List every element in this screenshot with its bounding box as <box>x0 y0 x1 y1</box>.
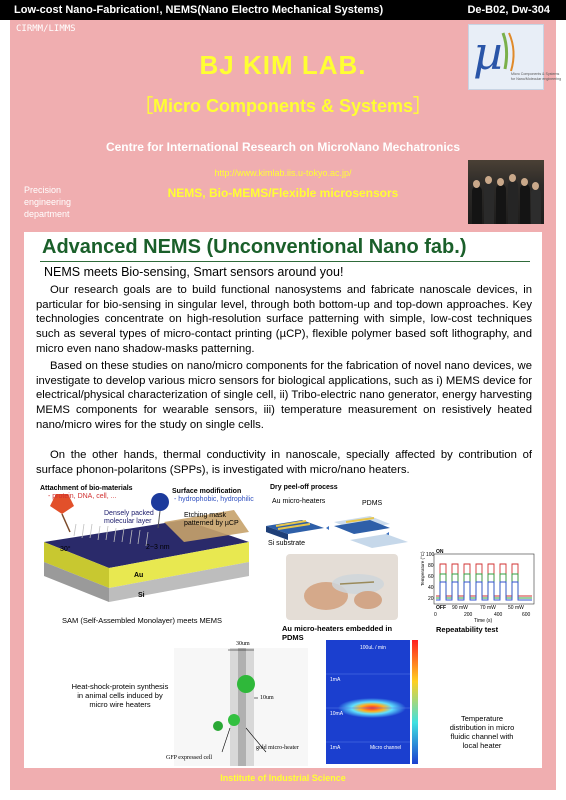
peel-substrate-label: Si substrate <box>268 540 305 547</box>
sam-attach-items: - protein, DNA, cell, ... <box>48 493 117 500</box>
institute-name: Institute of Industrial Science <box>220 773 346 783</box>
thermal-figure <box>320 636 540 768</box>
lab-url[interactable]: http://www.kimlab.iis.u-tokyo.ac.jp/ <box>214 168 352 178</box>
thermal-current-1: 1mA <box>330 677 341 683</box>
peel-title: Dry peel-off process <box>270 484 338 491</box>
department-label: Precision engineering department <box>24 185 72 219</box>
sam-packed-label: Densely packed molecular layer <box>104 510 154 525</box>
svg-text:µ: µ <box>473 26 503 80</box>
peel-pdms-label: PDMS <box>362 500 383 507</box>
repeat-xtick-400: 400 <box>494 612 503 618</box>
lab-subtitle: ［Micro Components & Systems］ <box>134 96 432 116</box>
pdms-photo <box>286 554 398 620</box>
repeat-ytick-40: 40 <box>428 585 434 591</box>
peel-heaters-label: Au micro-heaters <box>272 498 326 505</box>
right-border <box>542 232 556 768</box>
cell-scale-10: 10um <box>260 695 274 701</box>
thermal-colorbar <box>412 640 418 764</box>
cell-caption: Heat-shock-protein synthesis in animal cells induced by micro wire heaters <box>71 682 169 709</box>
section-heading: Advanced NEMS (Unconventional Nano fab.) <box>42 236 467 258</box>
paragraph-1: Our research goals are to build functional nanosystems and fabricate nanoscale devices, in particular for bio-sensing in singular level, through both bottom-up and top-down approaches. Key technologies concentrate on high-resolution surface patterning with simple, low-cost techniques such as several types of micro-contact printing (µCP), flexible polymer based soft lithography, and micro even nano shadow-masks patterning. <box>36 284 532 355</box>
cell-heater-label: gold micro-heater <box>256 745 299 751</box>
sam-surface-items: - hydrophobic, hydrophilic <box>174 496 254 503</box>
repeat-ytick-80: 80 <box>428 563 434 569</box>
repeat-power-70: 70 mW <box>480 605 496 611</box>
repeat-ytick-20: 20 <box>428 596 434 602</box>
svg-text:Temperature (°C): Temperature (°C) <box>420 551 425 586</box>
sam-thickness: 2~3 nm <box>146 544 170 551</box>
sam-figure <box>34 480 260 630</box>
repeat-xtick-200: 200 <box>464 612 473 618</box>
thermal-channel: Micro channel <box>370 745 402 751</box>
repeatability-figure <box>412 550 540 634</box>
paragraph-3: On the other hands, thermal conductivity in nanoscale, specially affected by contribution of surface phonon-polaritons (SPPs), is investigated with micro/nano heaters. <box>36 449 532 476</box>
thermal-current-2: 10mA <box>330 711 344 717</box>
sam-etching-label: Etching mask patterned by µCP <box>184 512 239 527</box>
top-bar-booth: De-B02, Dw-304 <box>467 4 550 16</box>
poster-footer <box>10 768 556 790</box>
peel-caption: Au micro-heaters embedded in PDMS <box>282 624 393 642</box>
sam-caption: SAM (Self-Assembled Monolayer) meets MEMS <box>62 616 223 625</box>
thermal-flow: 100uL / min <box>360 645 386 651</box>
svg-text:for Nano/Molecular engineering: for Nano/Molecular engineering <box>511 77 562 81</box>
repeat-ytick-100: 100 <box>426 552 435 558</box>
peel-off-figure <box>262 482 412 642</box>
repeat-on-label: ON <box>436 549 444 555</box>
sam-angle: 30° <box>60 546 71 553</box>
sam-attach-title: Attachment of bio-materials <box>40 485 133 492</box>
heading-underline <box>40 261 530 262</box>
lab-title: BJ KIM LAB. <box>199 50 367 80</box>
repeat-xtick-0: 0 <box>434 612 437 618</box>
sam-si-label: Si <box>138 592 145 599</box>
repeat-power-50: 50 mW <box>508 605 524 611</box>
left-border <box>10 232 24 768</box>
cell-heater-figure <box>70 640 310 768</box>
repeat-off-label: OFF <box>436 605 446 611</box>
repeat-ytick-60: 60 <box>428 574 434 580</box>
cell-gfp-label: GFP expressed cell <box>166 755 213 761</box>
cell-scale-30: 30um <box>236 641 250 647</box>
repeat-xtick-600: 600 <box>522 612 531 618</box>
top-bar <box>0 0 566 20</box>
research-focus: NEMS, Bio-MEMS/Flexible microsensors <box>167 186 399 200</box>
sam-surface-title: Surface modification <box>172 488 242 495</box>
repeat-caption: Repeatability test <box>436 625 499 634</box>
lead-sentence: NEMS meets Bio-sensing, Smart sensors around you! <box>44 265 344 279</box>
top-bar-title: Low-cost Nano-Fabrication!, NEMS(Nano Electro Mechanical Systems) <box>14 4 384 16</box>
centre-name: Centre for International Research on MicroNano Mechatronics <box>105 140 461 154</box>
center-tag: CIRMM/LIMMS <box>16 24 76 34</box>
lab-logo <box>468 24 562 90</box>
paragraph-2: Based on these studies on nano/micro components for the fabrication of novel nano devices, we investigate to develop various micro sensors for biological applications, such as i) MEMS device for electrical/physical characterization of single cell, ii) Tribo-electric nano generator, energy harvesting MEMS components for wearable sensors, iii) temperature measurement on resistively heated nano/micro wires for the study on single cells. <box>36 360 532 431</box>
lab-group-photo <box>468 160 544 224</box>
sam-au-label: Au <box>134 572 144 579</box>
repeat-xlabel: Time (s) <box>474 618 493 624</box>
thermal-current-3: 1mA <box>330 745 341 751</box>
svg-text:Micro Components & Systems: Micro Components & Systems <box>511 72 560 76</box>
thermal-caption: Temperature distribution in micro fluidic channel with local heater <box>449 714 515 750</box>
repeat-power-90: 90 mW <box>452 605 468 611</box>
